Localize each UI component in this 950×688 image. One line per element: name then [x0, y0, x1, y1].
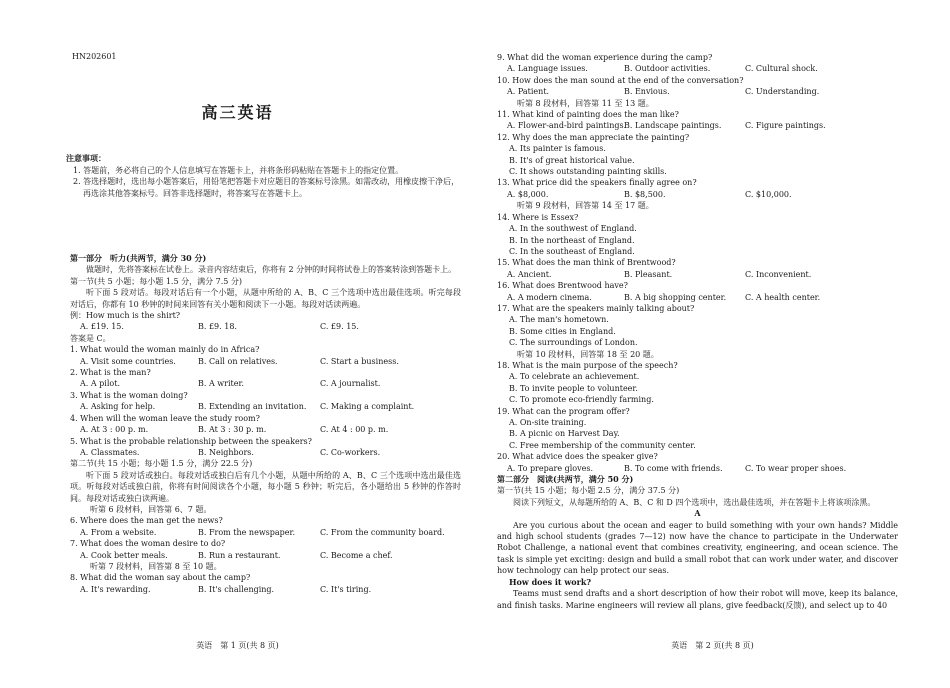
answer-option: C. To promote eco-friendly farming. [509, 395, 654, 405]
instruction-paragraph: 听下面 5 段对话或独白。每段对话或独白后有几个小题，从题中所给的 A、B、C 三个选项中选出最佳选项。听每段对话或独白前，你将有时间阅读各个小题，每小题 5 秒钟；听完后，各小题给出 5 秒钟的作答时间。每段对话或独白读两遍。 [70, 470, 461, 503]
option: B. From the newspaper. [198, 527, 296, 537]
option: B. £9. 18. [198, 322, 237, 332]
answer-options [497, 63, 898, 74]
question-line: 12. Why does the man appreciate the painting? [497, 132, 690, 142]
option: C. It's tiring. [320, 584, 372, 594]
answer-option: A. In the southwest of England. [509, 224, 637, 234]
instruction-paragraph: Are you curious about the ocean and eager to build something with your own hands? Middle and high school students (grades 7—12) now have the chance to participate in the Underwater Robot Challenge, a national event that combines creativity, engineering, and ocean science. The task is simple yet exciting: design and build a small robot that can work under water, and discover how technology can help protect our seas. [497, 520, 898, 576]
notice-block [66, 153, 461, 199]
answer-option: A. On-site training. [509, 418, 587, 427]
option: C. From the community board. [320, 527, 445, 537]
option: B. $8,500. [624, 189, 666, 199]
option: C. Co-workers. [320, 447, 381, 457]
option: C. To wear proper shoes. [745, 463, 847, 473]
page-2 [475, 0, 950, 688]
instruction-paragraph: 听下面 5 段对话。每段对话后有一个小题，从题中所给的 A、B、C 三个选项中选出最佳选项。听完每段对话后，你都有 10 秒钟的时间来回答有关小题和阅读下一小题。每段对话读两遍。 [70, 288, 461, 309]
answer-options [70, 447, 461, 458]
question-line: 16. What does Brentwood have? [497, 281, 628, 291]
answer-options [497, 120, 898, 131]
answer-option: A. The man's hometown. [509, 315, 609, 325]
question-line: 4. When will the woman leave the study room? [70, 413, 260, 423]
answer-option: A. Its painter is famous. [509, 144, 606, 154]
option: C. At 4 : 00 p. m. [320, 425, 389, 435]
question-line: 15. What does the man think of Brentwood? [497, 258, 676, 268]
answer-options [70, 401, 461, 412]
notice-item: 1. 答题前，务必将自己的个人信息填写在答题卡上，并将条形码粘贴在答题卡上的指定位置。 [73, 165, 404, 175]
option: B. To come with friends. [624, 463, 723, 473]
option: A. $8,000. [507, 189, 549, 199]
answer-options [70, 321, 461, 332]
question-line: 6. Where does the man get the news? [70, 516, 223, 526]
option: B. Landscape paintings. [624, 121, 722, 131]
option: A. Cook better meals. [80, 550, 168, 560]
question-line: 11. What kind of painting does the man like? [497, 110, 679, 120]
page-footer: 英语 第 2 页(共 8 页) [671, 641, 754, 650]
option: A. Flower-and-bird paintings. [507, 121, 627, 131]
option: A. A modern cinema. [507, 292, 592, 302]
listening-instruction: 听第 10 段材料，回答第 18 至 20 题。 [517, 349, 659, 359]
question-line: 9. What did the woman experience during the camp? [497, 53, 713, 62]
answer-option: A. To celebrate an achievement. [509, 372, 640, 382]
option: B. A writer. [198, 379, 244, 389]
option: A. Ancient. [507, 269, 552, 279]
page-2-content [475, 52, 950, 611]
listening-instruction: 听第 8 段材料，回答第 11 至 13 题。 [517, 98, 654, 108]
option: A. Asking for help. [80, 402, 156, 412]
question-line: 8. What did the woman say about the camp? [70, 573, 251, 583]
question-line: 18. What is the main purpose of the speech? [497, 360, 678, 370]
answer-options [70, 550, 461, 561]
answer-option: C. The surroundings of London. [509, 338, 638, 348]
option: B. Outdoor activities. [624, 64, 711, 74]
question-line: 3. What is the woman doing? [70, 390, 188, 400]
option: A. Patient. [507, 87, 550, 97]
question-line: 第一节(共 15 小题；每小题 2.5 分，满分 37.5 分) [497, 486, 680, 496]
option: A. From a website. [80, 527, 157, 537]
option: B. Call on relatives. [198, 356, 278, 366]
answer-option: B. In the northeast of England. [509, 235, 635, 245]
option: B. Envious. [624, 87, 670, 97]
option: A. Classmates. [80, 447, 140, 457]
listening-instruction: 听第 7 段材料，回答第 8 至 10 题。 [90, 561, 222, 571]
question-line: 17. What are the speakers mainly talking about? [497, 303, 695, 313]
answer-option: B. A picnic on Harvest Day. [509, 429, 620, 439]
option: C. Inconvenient. [745, 269, 812, 279]
question-line: 第一节(共 5 小题；每小题 1.5 分，满分 7.5 分) [70, 276, 243, 286]
answer-option: B. It's of great historical value. [509, 155, 635, 165]
question-line: 5. What is the probable relationship between the speakers? [70, 436, 312, 446]
notice-heading: 注意事项： [66, 153, 106, 163]
answer-option: C. In the southeast of England. [509, 246, 635, 256]
question-line: 答案是 C。 [70, 333, 111, 343]
answer-options [497, 269, 898, 280]
answer-option: C. It shows outstanding painting skills. [509, 167, 667, 177]
answer-options [497, 189, 898, 200]
option: C. Understanding. [745, 87, 820, 97]
answer-option: B. Some cities in England. [509, 326, 616, 336]
question-line: 10. How does the man sound at the end of the conversation? [497, 75, 744, 85]
option: C. Figure paintings. [745, 121, 826, 131]
answer-options [70, 527, 461, 538]
option: A. At 3 : 00 p. m. [80, 425, 149, 435]
listening-instruction: 听第 9 段材料，回答第 14 至 17 题。 [517, 201, 654, 211]
option: C. Start a business. [320, 356, 399, 366]
answer-options [70, 378, 461, 389]
section-heading: 第一部分 听力(共两节，满分 30 分) [70, 253, 207, 263]
option: A. £19. 15. [80, 322, 124, 332]
page-1-content [0, 253, 475, 595]
option: B. It's challenging. [198, 584, 275, 594]
question-line: 13. What price did the speakers finally agree on? [497, 178, 697, 188]
option: A. A pilot. [80, 379, 120, 389]
option: C. A health center. [745, 292, 821, 302]
option: A. It's rewarding. [80, 584, 151, 594]
passage-subheading: How does it work? [509, 576, 592, 587]
option: C. Become a chef. [320, 550, 393, 560]
option: C. $10,000. [745, 189, 792, 199]
question-line: 1. What would the woman mainly do in Africa? [70, 345, 260, 355]
answer-options [497, 86, 898, 97]
option: B. Pleasant. [624, 269, 673, 279]
option: C. £9. 15. [320, 322, 359, 332]
passage-label: A [694, 508, 701, 519]
page-title: 高三英语 [201, 103, 274, 122]
question-line: 7. What does the woman desire to do? [70, 539, 226, 549]
option: C. Making a complaint. [320, 402, 415, 412]
answer-options [70, 584, 461, 595]
exam-code: HN202601 [72, 52, 117, 61]
option: A. To prepare gloves. [507, 463, 594, 473]
option: B. A big shopping center. [624, 292, 727, 302]
option: C. Cultural shock. [745, 64, 818, 74]
instruction-paragraph: 阅读下列短文，从每题所给的 A、B、C 和 D 四个选项中，选出最佳选项，并在答题卡上将该项涂黑。 [513, 497, 876, 507]
option: A. Language issues. [507, 64, 588, 74]
answer-options [70, 424, 461, 435]
option: C. A journalist. [320, 379, 381, 389]
notice-item: 2. 答选择题时，选出每小题答案后，用铅笔把答题卡对应题目的答案标号涂黑。如需改动，用橡皮擦干净后，再选涂其他答案标号。回答非选择题时，将答案写在答题卡上。 [73, 177, 460, 198]
option: B. Neighbors. [198, 447, 254, 457]
instruction-paragraph: Teams must send drafts and a short description of how their robot will move, keep its balance, and finish tasks. Marine engineers will review all plans, give feedback(反馈), and select up to 40 [497, 589, 898, 610]
answer-option: B. To invite people to volunteer. [509, 383, 638, 393]
question-line: 20. What advice does the speaker give? [497, 452, 658, 462]
option: A. Visit some countries. [80, 356, 176, 366]
answer-options [70, 356, 461, 367]
listening-instruction: 听第 6 段材料，回答第 6、7 题。 [90, 504, 212, 514]
page-footer: 英语 第 1 页(共 8 页) [196, 641, 279, 650]
instruction-paragraph: 做题时，先将答案标在试卷上。录音内容结束后，你将有 2 分钟的时间将试卷上的答案转涂到答题卡上。 [86, 265, 457, 275]
section-heading: 第二部分 阅读(共两节，满分 50 分) [497, 474, 634, 485]
answer-option: C. Free membership of the community center. [509, 440, 696, 450]
question-line: 第二节(共 15 小题；每小题 1.5 分，满分 22.5 分) [70, 459, 253, 469]
question-line: 2. What is the man? [70, 368, 151, 378]
question-line: 例：How much is the shirt? [70, 311, 181, 321]
answer-options [497, 292, 898, 303]
option: B. At 3 : 30 p. m. [198, 425, 267, 435]
option: B. Extending an invitation. [198, 402, 307, 412]
question-line: 19. What can the program offer? [497, 406, 630, 416]
answer-options [497, 463, 898, 474]
question-line: 14. Where is Essex? [497, 212, 579, 222]
option: B. Run a restaurant. [198, 550, 281, 560]
